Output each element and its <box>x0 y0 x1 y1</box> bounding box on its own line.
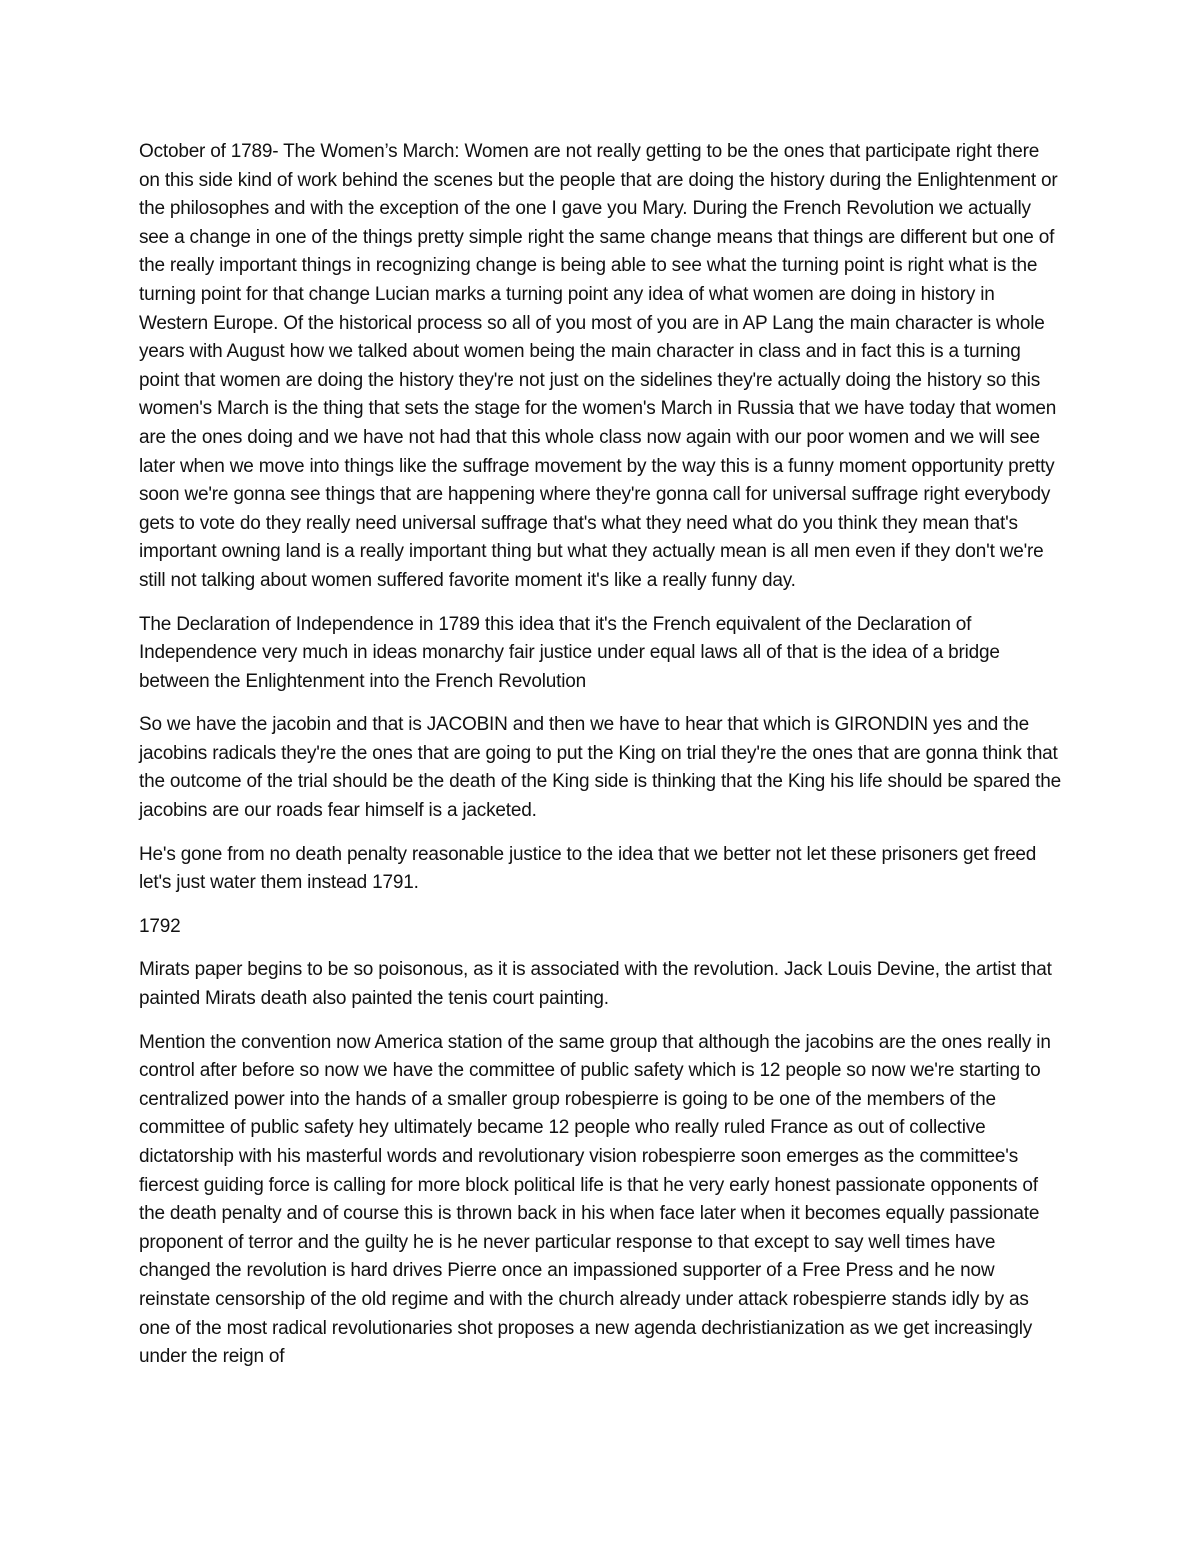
paragraph-year-1792: 1792 <box>139 915 181 937</box>
paragraph-committee-public-safety: Mention the convention now America station of the same group that although the jacobins are the ones really in control after before so now we have the committee of public safety which is 12 people so now we're starting to centralized power into the hands of a smaller group robespierre is going to be one of the members of the committee of public safety hey ultimately became 12 people who really ruled France as out of collective dictatorship with his masterful words and revolutionary vision robespierre soon emerges as the committee's fiercest guiding force is calling for more block political life is that he very early honest passionate opponents of the death penalty and of course this is thrown back in his when face later when it becomes equally passionate proponent of terror and the guilty he is he never particular response to that except to say well times have changed the revolution is hard drives Pierre once an impassioned supporter of a Free Press and he now reinstate censorship of the old regime and with the church already under attack robespierre stands idly by as one of the most radical revolutionaries shot proposes a new agenda dechristianization as we get increasingly under the reign of <box>139 1031 1051 1368</box>
paragraph-mirats-paper: Mirats paper begins to be so poisonous, as it is associated with the revolution. Jack Louis Devine, the artist that painted Mirats death also painted the tenis court painting. <box>139 959 1052 1010</box>
document-page <box>139 138 1064 1387</box>
paragraph-jacobin-girondin: So we have the jacobin and that is JACOBIN and then we have to hear that which is GIRONDIN yes and the jacobins radicals they're the ones that are going to put the King on trial they're the ones that are gonna think that the outcome of the trial should be the death of the King side is thinking that the King his life should be spared the jacobins are our roads fear himself is a jacketed. <box>139 714 1061 822</box>
paragraph-womens-march: October of 1789- The Women’s March: Women are not really getting to be the ones that participate right there on this side kind of work behind the scenes but the people that are doing the history during the Enlightenment or the philosophes and with the exception of the one I gave you Mary. During the French Revolution we actually see a change in one of the things pretty simple right the same change means that things are different but one of the really important things in recognizing change is being able to see what the turning point is right what is the turning point for that change Lucian marks a turning point any idea of what women are doing in history in Western Europe. Of the historical process so all of you most of you are in AP Lang the main character is whole years with August how we talked about women being the main character in class and in fact this is a turning point that women are doing the history they're not just on the sidelines they're actually doing the history so this women's March is the thing that sets the stage for the women's March in Russia that we have today that women are the ones doing and we have not had that this whole class now again with our poor women and we will see later when we move into things like the suffrage movement by the way this is a funny moment opportunity pretty soon we're gonna see things that are happening where they're gonna call for universal suffrage right everybody gets to vote do they really need universal suffrage that's what they need what do you think they mean that's important owning land is a really important thing but what they actually mean is all men even if they don't we're still not talking about women suffered favorite moment it's like a really funny day. <box>139 141 1058 591</box>
paragraph-death-penalty: He's gone from no death penalty reasonable justice to the idea that we better not let these prisoners get freed let's just water them instead 1791. <box>139 843 1037 894</box>
paragraph-declaration: The Declaration of Independence in 1789 this idea that it's the French equivalent of the Declaration of Independence very much in ideas monarchy fair justice under equal laws all of that is the idea of a bridge between the Enlightenment into the French Revolution <box>139 613 1000 692</box>
